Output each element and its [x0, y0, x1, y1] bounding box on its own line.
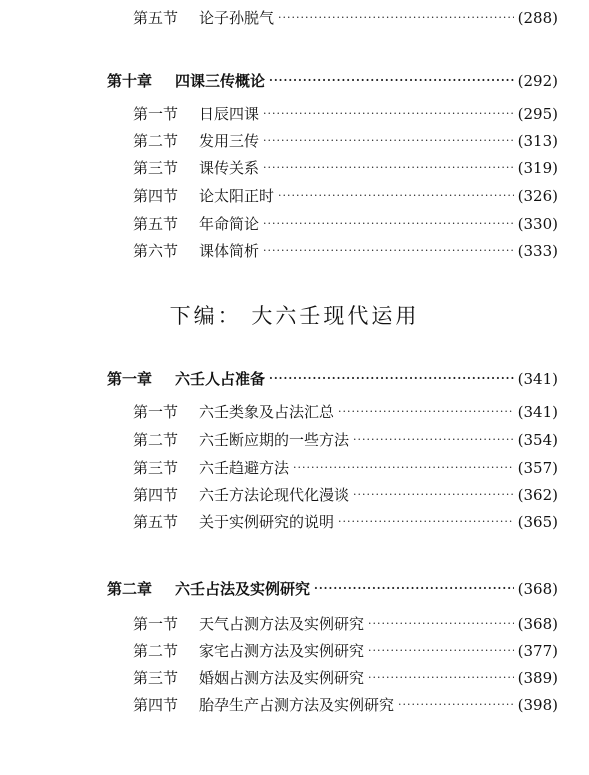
section-title: 六壬趋避方法 [199, 459, 290, 477]
leader-dots [269, 369, 514, 389]
section-title: 胎孕生产占测方法及实例研究 [199, 696, 395, 714]
page-number: (362) [517, 486, 558, 504]
toc-section-row [133, 668, 558, 688]
page-number: (333) [517, 242, 558, 260]
section-number: 第二节 [133, 132, 179, 150]
section-title: 六壬类象及占法汇总 [199, 403, 335, 421]
section-title: 发用三传 [199, 132, 260, 150]
toc-section-row [133, 430, 558, 450]
section-number: 第三节 [133, 669, 179, 687]
page-number: (368) [517, 615, 558, 633]
section-number: 第六节 [133, 242, 179, 260]
section-title: 年命简论 [199, 215, 260, 233]
section-number: 第三节 [133, 159, 179, 177]
section-number: 第一节 [133, 615, 179, 633]
page-number: (389) [517, 669, 558, 687]
chapter-number: 第十章 [107, 72, 153, 90]
toc-section-row [133, 485, 558, 505]
section-number: 第二节 [133, 642, 179, 660]
section-number: 第四节 [133, 486, 179, 504]
section-title: 日辰四课 [199, 105, 260, 123]
toc-section-row [133, 695, 558, 715]
section-title: 家宅占测方法及实例研究 [199, 642, 365, 660]
toc-section-row [133, 614, 558, 634]
page-number: (398) [517, 696, 558, 714]
toc-chapter-row [107, 71, 558, 91]
page-number: (341) [517, 403, 558, 421]
toc-section-row [133, 512, 558, 532]
chapter-title: 四课三传概论 [175, 72, 266, 90]
toc-section-row [133, 131, 558, 151]
section-number: 第一节 [133, 403, 179, 421]
toc-section-row [133, 8, 558, 28]
toc-chapter-row [107, 579, 558, 599]
leader-dots [263, 214, 514, 234]
page-number: (288) [517, 9, 558, 27]
leader-dots [263, 158, 514, 178]
section-title: 婚姻占测方法及实例研究 [199, 669, 365, 687]
section-title: 论子孙脱气 [199, 9, 275, 27]
toc-section-row [133, 402, 558, 422]
leader-dots [278, 186, 514, 206]
leader-dots [278, 8, 514, 28]
page-number: (313) [517, 132, 558, 150]
section-number: 第五节 [133, 9, 179, 27]
leader-dots [353, 430, 514, 450]
toc-section-row [133, 641, 558, 661]
section-title: 天气占测方法及实例研究 [199, 615, 365, 633]
leader-dots [263, 104, 514, 124]
section-title: 六壬断应期的一些方法 [199, 431, 350, 449]
chapter-number: 第一章 [107, 370, 153, 388]
section-title: 课传关系 [199, 159, 260, 177]
part-heading: 下编： 大六壬现代运用 [169, 304, 420, 328]
page-number: (292) [517, 72, 558, 90]
toc-section-row [133, 458, 558, 478]
leader-dots [353, 485, 514, 505]
page-number: (330) [517, 215, 558, 233]
page-number: (365) [517, 513, 558, 531]
leader-dots [314, 579, 514, 599]
leader-dots [263, 241, 514, 261]
section-number: 第五节 [133, 513, 179, 531]
toc-chapter-row [107, 369, 558, 389]
section-number: 第二节 [133, 431, 179, 449]
page-number: (341) [517, 370, 558, 388]
page-number: (319) [517, 159, 558, 177]
section-title: 关于实例研究的说明 [199, 513, 335, 531]
section-title: 课体简析 [199, 242, 260, 260]
section-number: 第三节 [133, 459, 179, 477]
toc-section-row [133, 241, 558, 261]
leader-dots [368, 614, 514, 634]
page-number: (357) [517, 459, 558, 477]
page-number: (295) [517, 105, 558, 123]
leader-dots [338, 512, 514, 532]
section-number: 第四节 [133, 696, 179, 714]
section-number: 第四节 [133, 187, 179, 205]
section-title: 六壬方法论现代化漫谈 [199, 486, 350, 504]
toc-section-row [133, 104, 558, 124]
toc-section-row [133, 186, 558, 206]
page-number: (326) [517, 187, 558, 205]
page-number: (368) [517, 580, 558, 598]
chapter-number: 第二章 [107, 580, 153, 598]
section-number: 第五节 [133, 215, 179, 233]
toc-section-row [133, 214, 558, 234]
leader-dots [368, 641, 514, 661]
toc-section-row [133, 158, 558, 178]
chapter-title: 六壬人占准备 [175, 370, 266, 388]
page-number: (354) [517, 431, 558, 449]
leader-dots [398, 695, 514, 715]
section-number: 第一节 [133, 105, 179, 123]
leader-dots [269, 71, 514, 91]
leader-dots [263, 131, 514, 151]
leader-dots [368, 668, 514, 688]
page-number: (377) [517, 642, 558, 660]
chapter-title: 六壬占法及实例研究 [175, 580, 311, 598]
leader-dots [338, 402, 514, 422]
leader-dots [293, 458, 514, 478]
section-title: 论太阳正时 [199, 187, 275, 205]
